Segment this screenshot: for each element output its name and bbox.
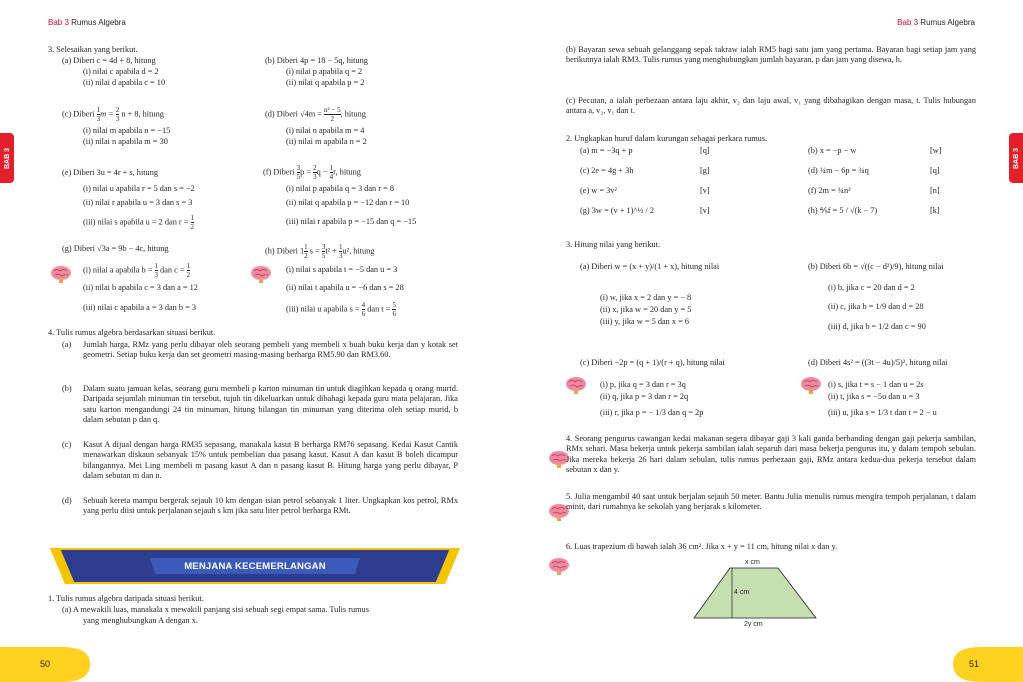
q2-item-right: (h) ⅘f = 5 / √(k − 7) — [808, 206, 878, 215]
q3r-d-iii: (iii) u, jika s = 1/3 t dan t = 2 − u — [828, 408, 937, 417]
q3r-d-i: (i) s, jika t = s − 1 dan u = 2s — [828, 380, 924, 389]
q2-item-right: (f) 2m = ¾n² — [808, 186, 851, 195]
q3h-i: (i) nilai s apabila t = −5 dan u = 3 — [286, 265, 398, 274]
q2-bracket-left: [v] — [700, 206, 710, 215]
q5r-text: 5. Julia mengambil 40 saat untuk berjalan sejauh 50 meter. Bantu Julia menulis rumus mengira tempoh perjalanan, t dalam minit, dari rumahnya ke sekolah yang berjarak s kilometer. — [566, 492, 976, 512]
side-tab-left: BAB 3 — [0, 133, 14, 183]
q3f-line: (f) Diberi $\frac{3}{5}$ p = $\frac{2}{3}$ q − $\frac{1}{4}$ r, hitung — [263, 164, 361, 181]
q3f-i: (i) nilai p apabila q = 3 dan r = 8 — [286, 184, 394, 193]
q4b-label: (b) — [62, 384, 72, 393]
q4c-label: (c) — [62, 440, 72, 449]
trapezium-bottom-label: 2y cm — [744, 621, 763, 628]
brain-icon — [565, 376, 587, 394]
q4a-label: (a) — [62, 340, 72, 349]
trapezium-top-label: x cm — [745, 559, 760, 566]
q2-item-left: (a) m = −3q + p — [580, 146, 633, 155]
q2-bracket-left: [v] — [700, 186, 710, 195]
mk-question-1: 1. Tulis rumus algebra daripada situasi berikut. — [48, 594, 204, 603]
q3h-ii: (ii) nilai t apabila u = −6 dan s = 28 — [286, 283, 404, 292]
rent-question: (b) Bayaran sewa sebuah gelanggang sepak takraw ialah RM5 bagi satu jam yang pertama. Bayaran bagi setiap jam yang berikutnya ialah RM3. Tulis rumus yang menghubungkan jumlah bayaran, p dan jam yang disewa, h. — [566, 45, 976, 65]
page-number-right: 51 — [968, 659, 979, 669]
q3d-i: (i) nilai n apabila m = 4 — [286, 126, 365, 135]
chapter-topic: Rumus Algebra — [920, 18, 975, 27]
q3c-line: (c) Diberi $\frac{1}{3}$ m = $\frac{2}{3}$ n + 8, hitung — [62, 106, 164, 123]
side-tab-right: BAB 3 — [1009, 133, 1023, 183]
q3a-i: (i) nilai c apabila d = 2 — [83, 67, 159, 76]
mk-q1a: (a) A mewakili luas, manakala x mewakili panjang sisi sebuah segi empat sama. Tulis rumus — [62, 605, 369, 614]
q2-bracket-left: [q] — [700, 146, 710, 155]
q3a-ii: (ii) nilai d apabila c = 10 — [83, 78, 166, 87]
header-left — [48, 18, 126, 27]
q2-item-right: (b) x = −p − w — [808, 146, 857, 155]
q3r-c-i: (i) p, jika q = 3 dan r = 3q — [600, 380, 686, 389]
q3r-b: (b) Diberi 6b = √((c − d²)/9), hitung nilai — [808, 262, 944, 271]
q3r-b-i: (i) b, jika c = 20 dan d = 2 — [828, 283, 915, 292]
q2-item-left: (e) w = 3v² — [580, 186, 617, 195]
question-4-heading: 4. Tulis rumus algebra berdasarkan situasi berikut. — [48, 328, 216, 337]
q2-item-left: (c) 2e = 4g + 3h — [580, 166, 634, 175]
q3g-ii: (ii) nilai b apabila c = 3 dan a = 12 — [83, 283, 198, 292]
q2-item-right: (d) ¾m − 6p = ¾q — [808, 166, 869, 175]
q3b-line: (b) Diberi 4p = 18 − 5q, hitung — [265, 56, 368, 65]
chapter-topic: Rumus Algebra — [71, 18, 126, 27]
q2-item-left: (g) 3w = (v + 1)^½ / 2 — [580, 206, 655, 215]
q3f-iii: (iii) nilai r apabila p = −15 dan q = −15 — [286, 217, 417, 226]
q3g-i: (i) nilai a apabila b = $\frac{1}{3}$ dan c = $\frac{1}{2}$ — [83, 262, 191, 279]
q3r-a-iii: (iii) y, jika w = 5 dan x = 6 — [600, 317, 690, 326]
q3b-ii: (ii) nilai q apabila p = 2 — [286, 78, 365, 87]
q4c-text: Kasut A dijual dengan harga RM35 sepasang, manakala kasut B berharga RM76 sepasang. Kedai Kasut Cantik menawarkan diskaun sebanyak 15% untuk pembelian dua pasang kasut. Kasut A dan kasut B boleh dicampur bilangannya. Mei Ling membeli m pasang kasut A dan n pasang kasut B. Hitung harga yang perlu dibayar, P dalam sebutan m dan n. — [83, 440, 458, 481]
q3r-a-i: (i) w, jika x = 2 dan y = − 8 — [600, 293, 692, 302]
q3f-ii: (ii) nilai q apabila p = −12 dan r = 10 — [286, 198, 410, 207]
q3d-line: (d) Diberi √4m = $\frac{\text{n² − 5}}{2}$ , hitung — [265, 106, 366, 123]
q3e-line: (e) Diberi 3u = 4r + s, hitung — [62, 168, 158, 177]
q4a-text: Jumlah harga, RMz yang perlu dibayar oleh seorang pembeli yang membeli x buah buku kerja dan y kotak set geometri. Setiap buku kerja dan set geometri masing-masing berharga RM5.90 dan RM3.60. — [83, 340, 458, 360]
q3r-c-iii: (iii) r, jika p = − 1/3 dan q = 2p — [600, 408, 704, 417]
chapter-label: Bab 3 — [897, 18, 919, 27]
q3c-i: (i) nilai m apabila n = −15 — [83, 126, 171, 135]
trapezium-height-label: 4 cm — [734, 589, 750, 596]
q3e-i: (i) nilai u apabila r = 5 dan s = −2 — [83, 184, 195, 193]
q2-bracket-right: [n] — [930, 186, 940, 195]
page-number-left: 50 — [40, 659, 51, 669]
q3a-line: (a) Diberi c = 4d + 8, hitung — [62, 56, 156, 65]
trapezium-diagram — [690, 564, 820, 624]
q3r-b-iii: (iii) d, jika b = 1/2 dan c = 90 — [828, 322, 926, 331]
footer-right-bar — [953, 647, 1023, 682]
brain-icon — [50, 265, 72, 283]
q4d-text: Sebuah kereta mampu bergerak sejauh 10 km dengan isian petrol sebanyak 1 liter. Ungkapkan kos petrol, RMx yang perlu diisi untuk perjalanan sejauh s km jika satu liter petrol berharga RMt. — [83, 496, 458, 516]
q3r-d: (d) Diberi 4s² = ((3t − 4u)/5)², hitung nilai — [808, 358, 948, 367]
q3g-iii: (iii) nilai c apabila a = 3 dan b = 3 — [83, 303, 197, 312]
q3r-heading: 3. Hitung nilai yang berikut. — [566, 240, 661, 249]
q2-bracket-right: [w] — [930, 146, 942, 155]
q6r-text: 6. Luas trapezium di bawah ialah 36 cm². Jika x + y = 11 cm, hitung nilai x dan y. — [566, 542, 838, 551]
q3h-line: (h) Diberi 1 $\frac{1}{2}$ s = $\frac{3}{5}$ t² + $\frac{1}{3}$ u², hitung — [265, 243, 375, 260]
q3e-ii: (ii) nilai r apabila u = 3 dan s = 3 — [83, 198, 193, 207]
q2-bracket-right: [k] — [930, 206, 940, 215]
q2-bracket-left: [g] — [700, 166, 710, 175]
q3r-a: (a) Diberi w = (x + y)/(1 + x), hitung nilai — [580, 262, 720, 271]
banner-title: MENJANA KECEMERLANGAN — [184, 560, 326, 572]
accel-question: (c) Pecutan, a ialah perbezaan antara laju akhir, v₂ dan laju awal, v₁ yang dibahagikan dengan masa, t. Tulis hubungan antara a, v₂, v₁ dan t. — [566, 96, 976, 116]
brain-icon — [548, 557, 570, 575]
q3g-line: (g) Diberi √3a = 9b − 4c, hitung — [62, 244, 169, 253]
q2-bracket-right: [q] — [930, 166, 940, 175]
q3r-b-ii: (ii) c, jika b = 1/9 dan d = 28 — [828, 302, 924, 311]
mk-q1a-cont: yang menghubungkan A dengan x. — [83, 616, 198, 625]
q3r-d-ii: (ii) t, jika s = −5u dan u = 3 — [828, 392, 920, 401]
q3e-iii: (iii) nilai s apabila u = 2 dan r = $\frac{1}{2}$ — [83, 214, 195, 231]
q4r-text: 4. Seorang pengurus cawangan kedai makanan segera dibayar gaji 3 kali ganda berbanding dengan gaji pekerja sambilan, RMx sehari. Masa bekerja untuk pekerja sambilan ialah separuh dari masa bekerja pengurus itu, y dalam tempoh sebulan. Jika mereka bekerja 26 hari dalam sebulan, tulis rumus perbezaan gaji, RMz antara kedua-dua pekerja tersebut dalam sebutan x dan y. — [566, 434, 976, 475]
brain-icon — [800, 376, 822, 394]
q4b-text: Dalam suatu jamuan kelas, seorang guru membeli p karton minuman tin untuk diagihkan kepada q orang murid. Daripada sejumlah minuman tin tersebut, tujuh tin dikeluarkan untuk dibahagi kepada guru mata pelajaran. Jika satu karton mengandungi 24 tin minuman, hitung bilangan tin minuman yang diterima oleh setiap murid, b dalam sebutan p dan q. — [83, 384, 458, 425]
chapter-label: Bab 3 — [48, 18, 69, 27]
q3r-c-ii: (ii) q, jika p = 3 dan r = 2q — [600, 392, 689, 401]
q3r-c: (c) Diberi −2p = (q + 1)/(r + q), hitung nilai — [580, 358, 725, 367]
brain-icon — [250, 265, 272, 283]
q3h-iii: (iii) nilai u apabila s = $\frac{4}{6}$ dan t = $\frac{5}{6}$ — [286, 301, 396, 318]
q3b-i: (i) nilai p apabila q = 2 — [286, 67, 363, 76]
q3d-ii: (ii) nilai m apabila n = 2 — [286, 137, 367, 146]
header-right — [897, 18, 975, 27]
q2-heading: 2. Ungkapkan huruf dalam kurungan sebagai perkara rumus. — [566, 134, 768, 143]
q3c-ii: (ii) nilai n apabila m = 30 — [83, 137, 168, 146]
question-3-heading: 3. Selesaikan yang berikut. — [48, 45, 138, 54]
q4d-label: (d) — [62, 496, 72, 505]
q3r-a-ii: (ii) x, jika w = 20 dan y = 5 — [600, 305, 692, 314]
